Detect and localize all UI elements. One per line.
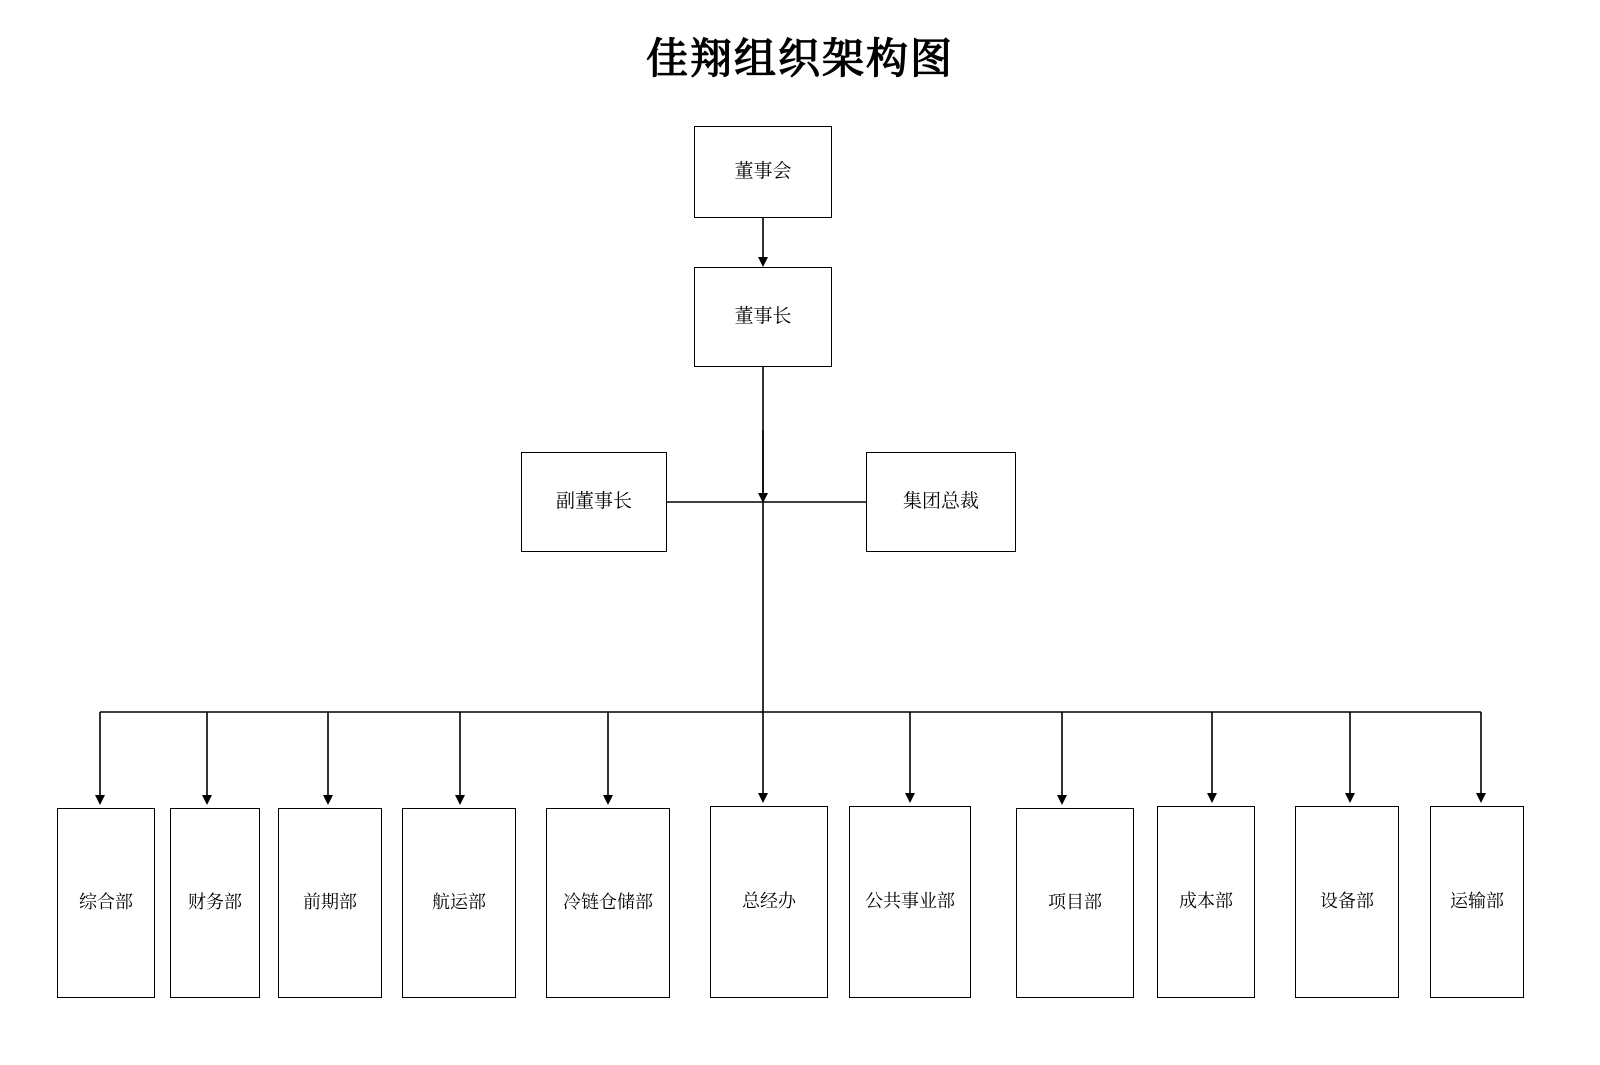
node-department[interactable]: [57, 808, 155, 998]
node-label: 项目部: [1048, 892, 1102, 913]
node-department[interactable]: [402, 808, 516, 998]
node-department[interactable]: [1157, 806, 1255, 998]
node-vice-chairman[interactable]: [521, 452, 667, 552]
node-label: 成本部: [1179, 891, 1233, 912]
node-label: 综合部: [79, 892, 133, 913]
node-label: 总经办: [742, 891, 796, 912]
node-label: 设备部: [1320, 891, 1374, 912]
node-label: 航运部: [432, 892, 486, 913]
node-department[interactable]: [546, 808, 670, 998]
node-label: 董事长: [734, 305, 792, 327]
node-department[interactable]: [278, 808, 382, 998]
node-label: 集团总裁: [902, 490, 979, 512]
node-chairman[interactable]: [694, 267, 832, 367]
node-department[interactable]: [1295, 806, 1399, 998]
node-label: 运输部: [1450, 891, 1504, 912]
node-board-of-directors[interactable]: [694, 126, 832, 218]
node-department[interactable]: [849, 806, 971, 998]
node-group-president[interactable]: [866, 452, 1016, 552]
node-label: 前期部: [303, 892, 357, 913]
node-label: 冷链仓储部: [563, 892, 653, 913]
node-label: 董事会: [734, 160, 792, 182]
node-department[interactable]: [1430, 806, 1524, 998]
node-label: 财务部: [188, 892, 242, 913]
node-department[interactable]: [170, 808, 260, 998]
node-label: 副董事长: [555, 490, 632, 512]
node-label: 公共事业部: [865, 891, 955, 912]
page-title: 佳翔组织架构图: [645, 37, 954, 83]
node-department[interactable]: [1016, 808, 1134, 998]
node-department[interactable]: [710, 806, 828, 998]
